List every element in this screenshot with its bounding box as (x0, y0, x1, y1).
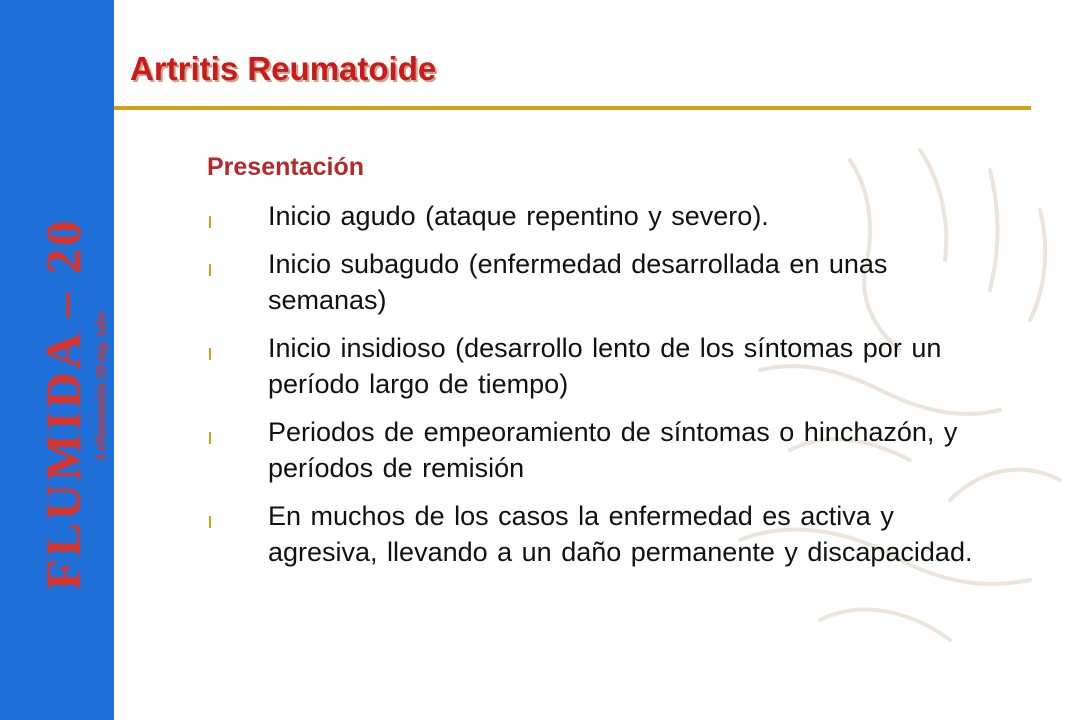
brand-subtitle: Leflunomida 20 mg. tabs (94, 311, 109, 460)
bullet-text: Inicio agudo (ataque repentino y severo). (268, 201, 769, 231)
bullet-marker-icon (209, 264, 211, 276)
list-item (207, 246, 1007, 318)
bullet-marker-icon (209, 348, 211, 360)
bullet-marker-icon (209, 516, 211, 528)
bullet-text: Inicio subagudo (enfermedad desarrollada en unas semanas) (268, 249, 888, 315)
list-item (207, 414, 1007, 486)
title-divider (114, 106, 1031, 110)
list-item (207, 498, 1007, 570)
brand-logo (35, 217, 109, 590)
bullet-text: Inicio insidioso (desarrollo lento de los síntomas por un período largo de tiempo) (268, 333, 942, 399)
slide-title: Artritis Reumatoide (130, 50, 437, 87)
brand-name: FLUMIDA – 20 (35, 217, 91, 590)
bullet-text: Periodos de empeoramiento de síntomas o hinchazón, y períodos de remisión (268, 417, 958, 483)
bullet-marker-icon (209, 216, 211, 228)
list-item (207, 198, 1007, 234)
bullet-marker-icon (209, 432, 211, 444)
bullet-list (207, 198, 1007, 582)
list-item (207, 330, 1007, 402)
section-subheading: Presentación (207, 153, 365, 181)
bullet-text: En muchos de los casos la enfermedad es activa y agresiva, llevando a un daño permanente y discapacidad. (268, 501, 973, 567)
